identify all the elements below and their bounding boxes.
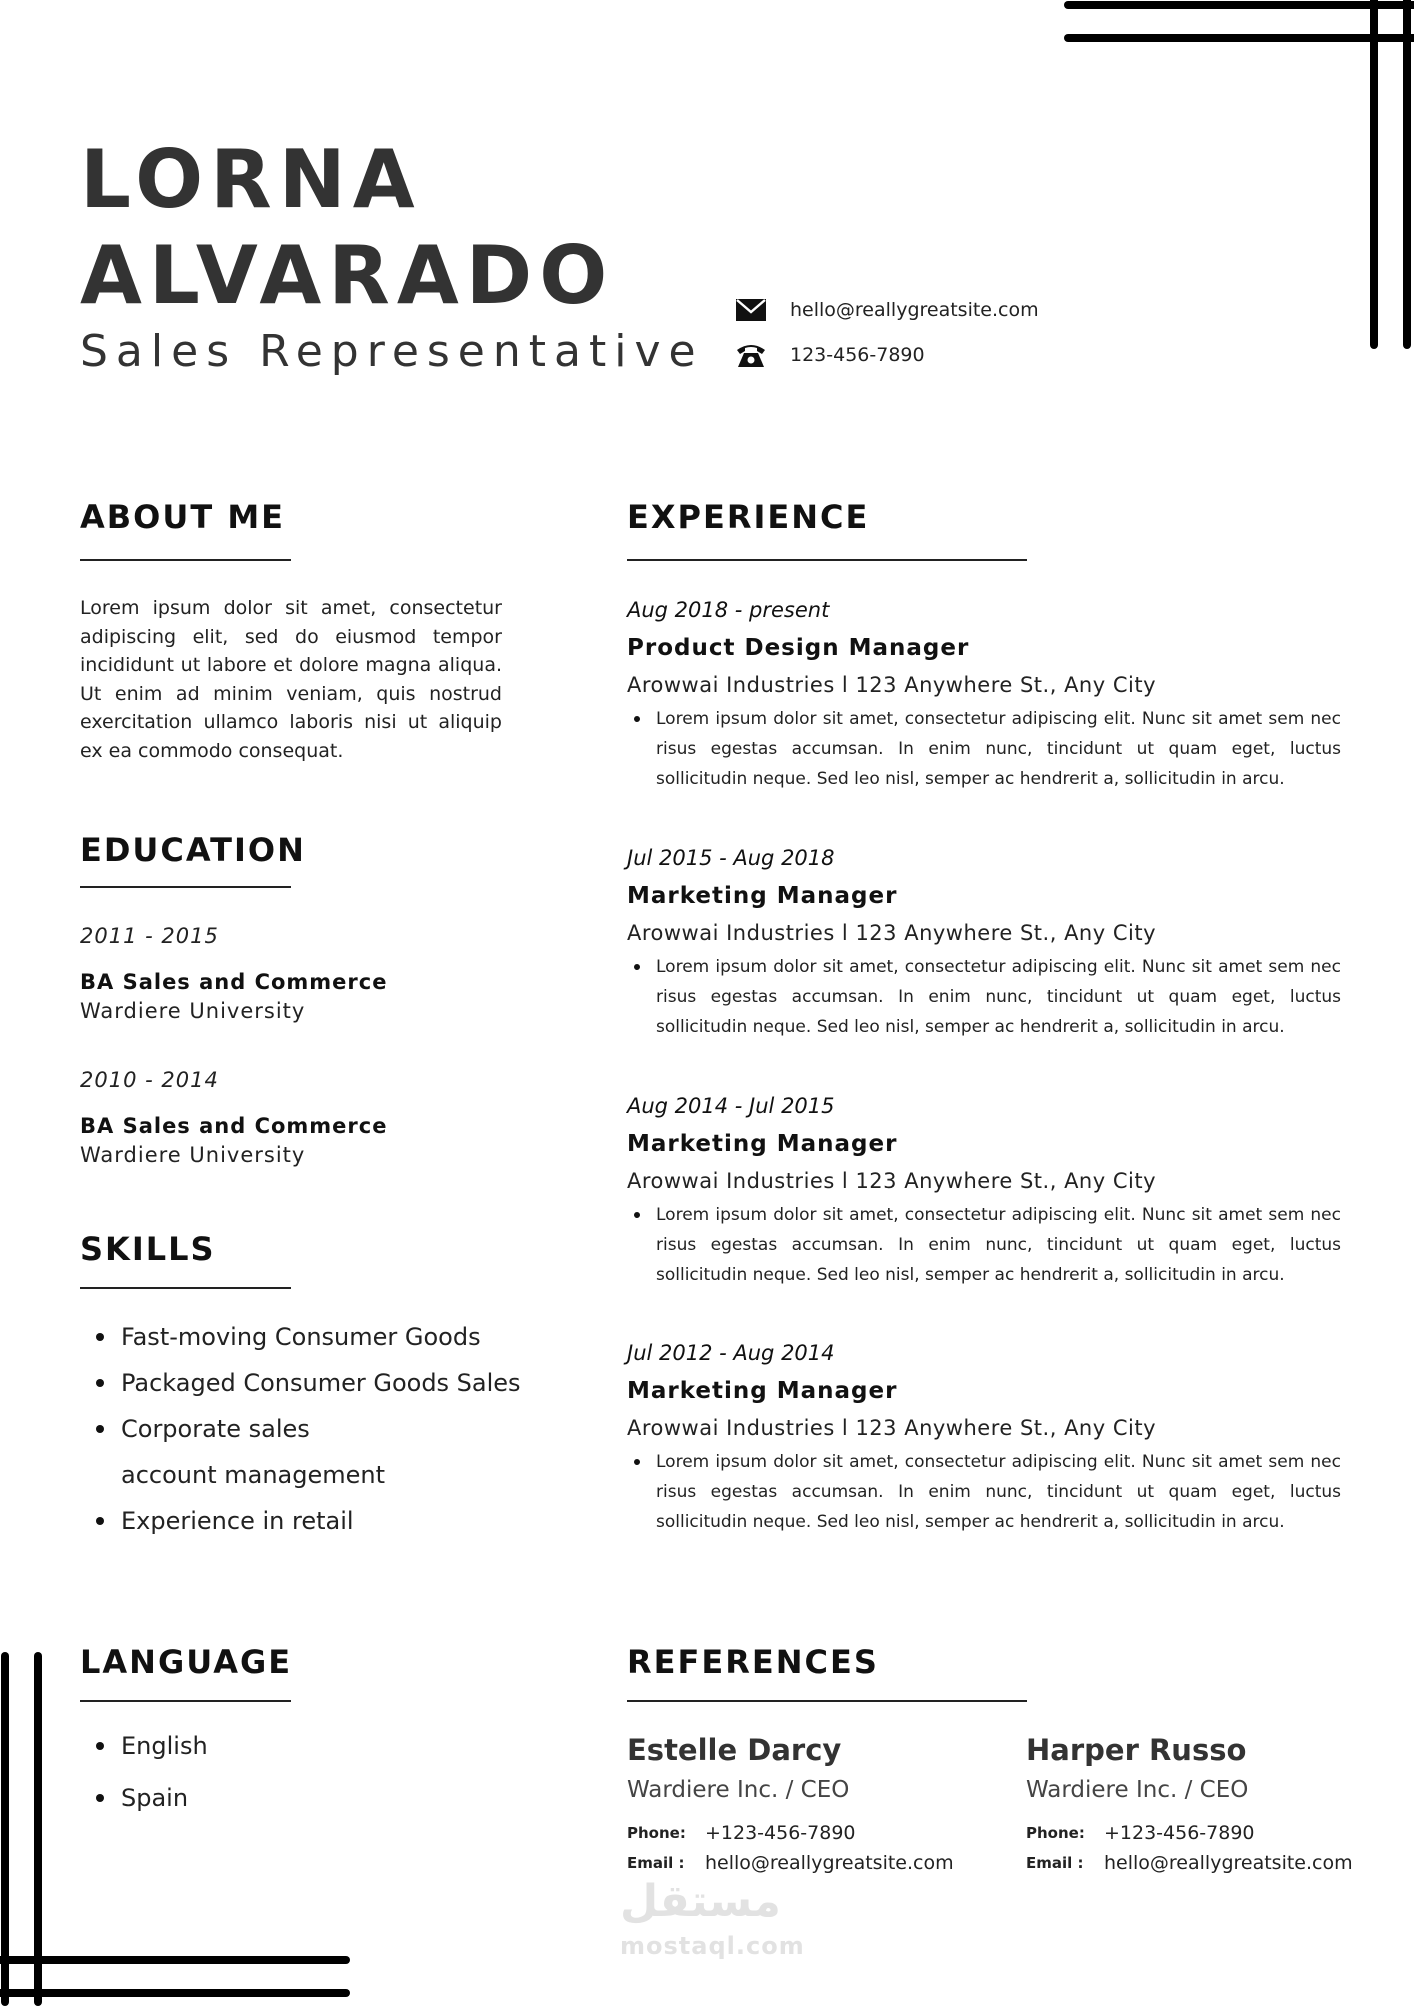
experience-role: Marketing Manager <box>627 1131 898 1157</box>
reference-position: Wardiere Inc. / CEO <box>627 1777 850 1803</box>
bottom-left-vertical-line-2 <box>34 1652 42 2006</box>
reference-phone: +123-456-7890 <box>705 1822 856 1844</box>
language-heading: LANGUAGE <box>80 1643 293 1681</box>
education-school: Wardiere University <box>80 999 306 1023</box>
envelope-icon <box>734 296 768 324</box>
language-divider <box>80 1700 291 1702</box>
reference-card <box>1026 1728 1356 1878</box>
reference-position: Wardiere Inc. / CEO <box>1026 1777 1249 1803</box>
email-label: Email : <box>627 1854 685 1872</box>
watermark-latin: mostaql.com <box>620 1932 805 1960</box>
education-degree: BA Sales and Commerce <box>80 1114 388 1138</box>
skills-list <box>81 1314 521 1544</box>
reference-name: Harper Russo <box>1026 1733 1247 1767</box>
candidate-name <box>80 132 614 324</box>
phone-label: Phone: <box>627 1824 686 1842</box>
reference-phone-row <box>1026 1818 1356 1848</box>
experience-description: Lorem ipsum dolor sit amet, consectetur adipiscing elit. Nunc sit amet sem nec risus egestas accumsan. In enim nunc, tincidunt ut quam eget, luctus sollicitudin neque. Sed leo nisl, semper ac hendrerit a, sollicitudin in arcu. <box>627 952 1341 1042</box>
experience-description: Lorem ipsum dolor sit amet, consectetur adipiscing elit. Nunc sit amet sem nec risus egestas accumsan. In enim nunc, tincidunt ut quam eget, luctus sollicitudin neque. Sed leo nisl, semper ac hendrerit a, sollicitudin in arcu. <box>627 1200 1341 1290</box>
experience-dates: Aug 2014 - Jul 2015 <box>627 1094 835 1118</box>
experience-divider <box>627 559 1027 561</box>
reference-card <box>627 1728 957 1878</box>
contact-email[interactable] <box>734 296 1039 324</box>
experience-role: Product Design Manager <box>627 635 970 661</box>
reference-name: Estelle Darcy <box>627 1733 842 1767</box>
experience-entry <box>627 1333 1341 1537</box>
experience-heading: EXPERIENCE <box>627 498 870 536</box>
skill-item: Corporate sales account management <box>81 1406 411 1498</box>
skill-item: Packaged Consumer Goods Sales <box>81 1360 521 1406</box>
about-divider <box>80 559 291 561</box>
first-name: LORNA <box>80 133 422 226</box>
reference-email[interactable]: hello@reallygreatsite.com <box>705 1852 954 1874</box>
education-years: 2010 - 2014 <box>80 1068 219 1092</box>
reference-phone: +123-456-7890 <box>1104 1822 1255 1844</box>
bottom-left-vertical-line-1 <box>1 1652 9 2006</box>
skill-item: Experience in retail <box>81 1498 521 1544</box>
about-heading: ABOUT ME <box>80 498 286 536</box>
skill-item: Fast-moving Consumer Goods <box>81 1314 521 1360</box>
top-right-vertical-line-1 <box>1370 0 1378 349</box>
skills-heading: SKILLS <box>80 1230 216 1268</box>
references-divider <box>627 1700 1027 1702</box>
education-school: Wardiere University <box>80 1143 306 1167</box>
experience-description: Lorem ipsum dolor sit amet, consectetur adipiscing elit. Nunc sit amet sem nec risus egestas accumsan. In enim nunc, tincidunt ut quam eget, luctus sollicitudin neque. Sed leo nisl, semper ac hendrerit a, sollicitudin in arcu. <box>627 704 1341 794</box>
education-years: 2011 - 2015 <box>80 924 219 948</box>
top-right-horizontal-line-2 <box>1064 34 1414 42</box>
contact-phone[interactable] <box>734 341 925 369</box>
experience-dates: Jul 2015 - Aug 2018 <box>627 846 835 870</box>
top-right-horizontal-line-1 <box>1064 1 1414 9</box>
experience-company: Arowwai Industries l 123 Anywhere St., Any City <box>627 921 1157 945</box>
language-list <box>81 1720 381 1824</box>
experience-dates: Jul 2012 - Aug 2014 <box>627 1341 835 1365</box>
experience-entry <box>627 838 1341 1042</box>
last-name: ALVARADO <box>80 229 615 322</box>
reference-email-row <box>627 1848 957 1878</box>
about-text: Lorem ipsum dolor sit amet, consectetur adipiscing elit, sed do eiusmod tempor incididunt ut labore et dolore magna aliqua. Ut enim ad minim veniam, quis nostrud exercitation ullamco laboris nisi ut aliquip ex ea commodo consequat. <box>80 597 502 762</box>
email-label: Email : <box>1026 1854 1084 1872</box>
experience-role: Marketing Manager <box>627 1378 898 1404</box>
experience-role: Marketing Manager <box>627 883 898 909</box>
language-item: English <box>81 1720 381 1772</box>
telephone-icon <box>734 341 768 369</box>
phone-label: Phone: <box>1026 1824 1085 1842</box>
education-heading: EDUCATION <box>80 831 306 869</box>
language-item: Spain <box>81 1772 381 1824</box>
job-title: Sales Representative <box>80 326 704 377</box>
education-divider <box>80 886 291 888</box>
experience-company: Arowwai Industries l 123 Anywhere St., Any City <box>627 1416 1157 1440</box>
experience-description: Lorem ipsum dolor sit amet, consectetur adipiscing elit. Nunc sit amet sem nec risus egestas accumsan. In enim nunc, tincidunt ut quam eget, luctus sollicitudin neque. Sed leo nisl, semper ac hendrerit a, sollicitudin in arcu. <box>627 1447 1341 1537</box>
experience-company: Arowwai Industries l 123 Anywhere St., Any City <box>627 1169 1157 1193</box>
bottom-left-horizontal-line-1 <box>0 1956 350 1964</box>
reference-email[interactable]: hello@reallygreatsite.com <box>1104 1852 1353 1874</box>
experience-entry <box>627 590 1341 794</box>
skills-divider <box>80 1287 291 1289</box>
experience-company: Arowwai Industries l 123 Anywhere St., Any City <box>627 673 1157 697</box>
bottom-left-horizontal-line-2 <box>0 1989 350 1997</box>
email-text: hello@reallygreatsite.com <box>790 299 1039 321</box>
top-right-vertical-line-2 <box>1403 0 1411 349</box>
references-heading: REFERENCES <box>627 1643 879 1681</box>
watermark-arabic: مستقل <box>620 1876 781 1927</box>
reference-email-row <box>1026 1848 1356 1878</box>
experience-entry <box>627 1086 1341 1290</box>
experience-dates: Aug 2018 - present <box>627 598 830 622</box>
phone-text: 123-456-7890 <box>790 344 925 366</box>
education-degree: BA Sales and Commerce <box>80 970 388 994</box>
reference-phone-row <box>627 1818 957 1848</box>
